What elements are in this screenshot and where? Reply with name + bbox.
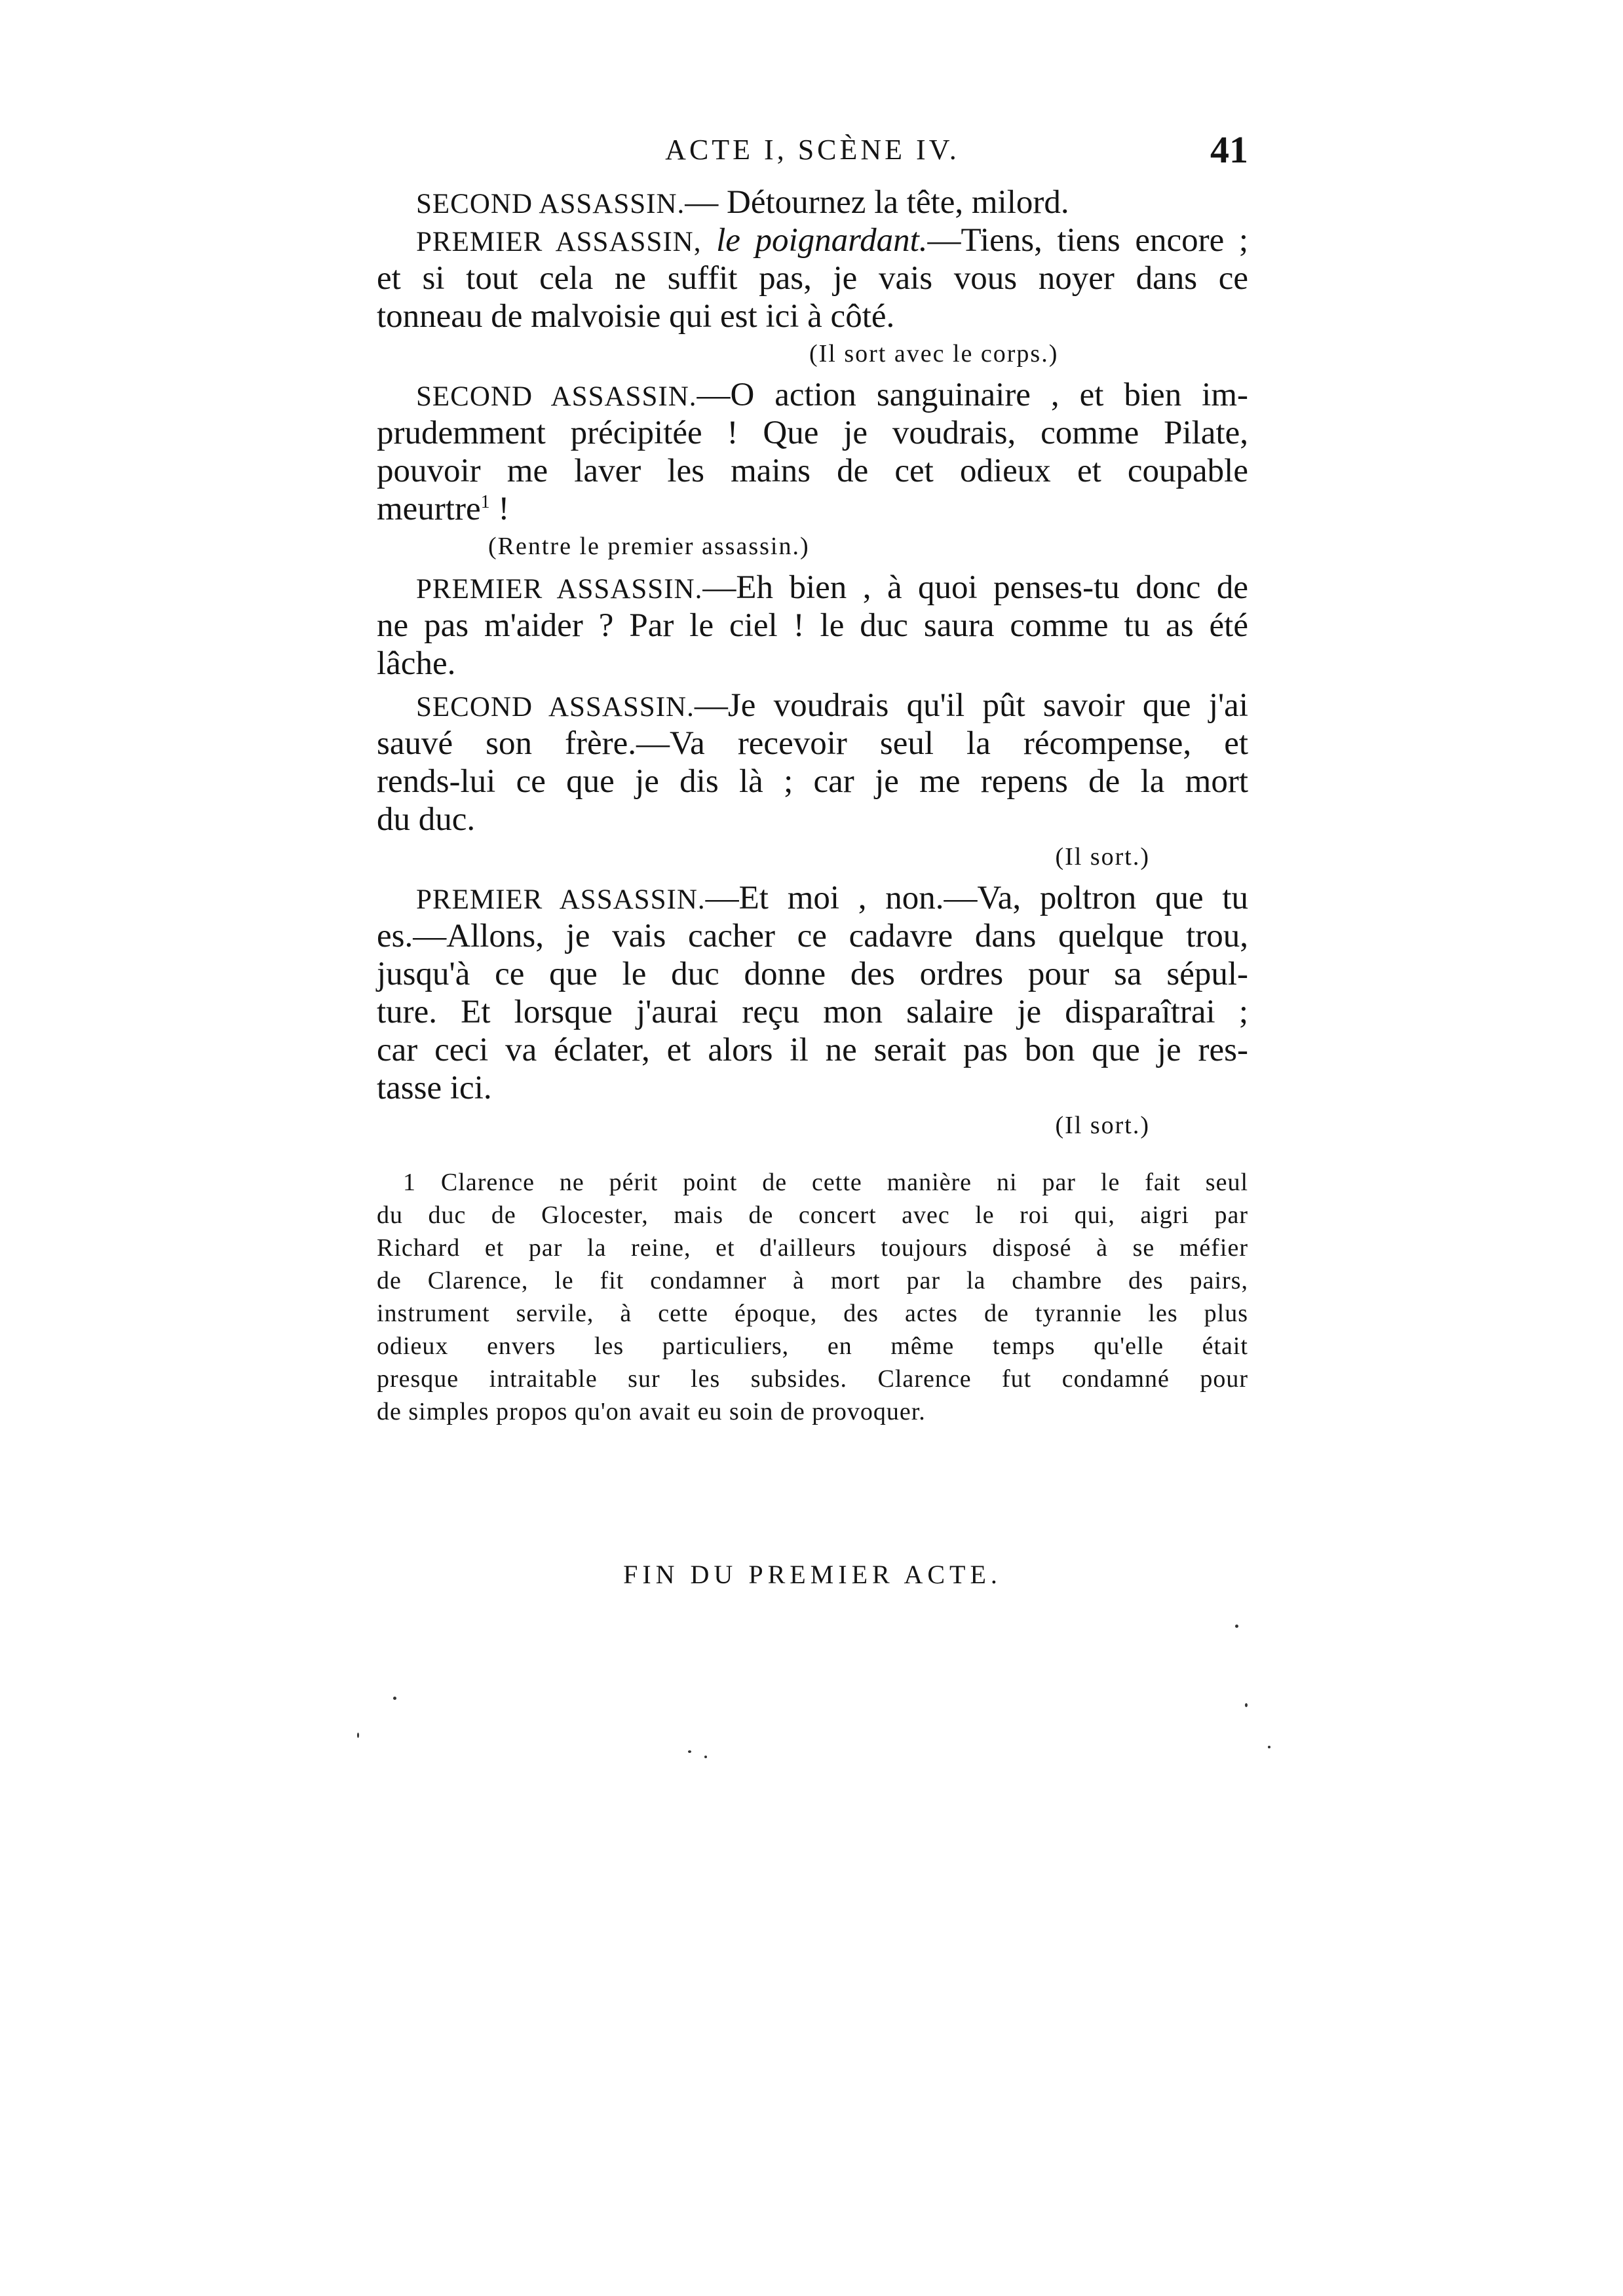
dialogue-text: — Détournez la tête, milord. [685, 184, 1069, 221]
stage-direction: (Il sort.) [1055, 843, 1150, 871]
footnote-line: Richard et par la reine, et d'ailleurs toujours disposé à se méfier [377, 1234, 1248, 1262]
dialogue-line: es.—Allons, je vais cacher ce cadavre dans quelque trou, [377, 918, 1248, 954]
dialogue-line: lâche. [377, 645, 456, 682]
scan-speck [1245, 1703, 1248, 1707]
speaker-name: PREMIER ASSASSIN, [416, 227, 702, 257]
dialogue-text: —Eh bien , à quoi penses-tu donc de [702, 569, 1248, 606]
dialogue-line: sauvé son frère.—Va recevoir seul la récompense, et [377, 725, 1248, 762]
footnote-line: instrument servile, à cette époque, des actes de tyrannie les plus [377, 1300, 1248, 1327]
speaker-name: SECOND ASSASSIN. [416, 381, 697, 412]
page-header [377, 128, 1248, 174]
dialogue-line [377, 569, 1248, 607]
dialogue-text: —Et moi , non.—Va, poltron que tu [705, 880, 1248, 916]
dialogue-line: et si tout cela ne suffit pas, je vais vous noyer dans ce [377, 260, 1248, 297]
dialogue-text: —Je voudrais qu'il pût savoir que j'ai [694, 687, 1248, 724]
dialogue-line: ne pas m'aider ? Par le ciel ! le duc saura comme tu as été [377, 607, 1248, 644]
dialogue-line [377, 376, 1248, 414]
scan-speck [688, 1750, 691, 1753]
dialogue-line: jusqu'à ce que le duc donne des ordres pour sa sépul- [377, 956, 1248, 992]
dialogue-line [377, 183, 1248, 221]
dialogue-text: ! [489, 491, 510, 527]
dialogue-line [377, 879, 1248, 917]
scan-speck [704, 1756, 707, 1758]
stage-direction: (Il sort.) [1055, 1112, 1150, 1139]
dialogue-line [377, 490, 1248, 528]
dialogue-line: tasse ici. [377, 1070, 492, 1106]
footnote-line: de simples propos qu'on avait eu soin de provoquer. [377, 1398, 926, 1425]
footnote-line: de Clarence, le fit condamner à mort par la chambre des pairs, [377, 1267, 1248, 1294]
stage-direction: (Il sort avec le corps.) [809, 340, 1059, 367]
stage-direction: (Rentre le premier assassin.) [488, 533, 810, 560]
speaker-name: SECOND ASSASSIN. [416, 692, 695, 723]
stage-direction-inline: le poignardant. [716, 222, 928, 259]
dialogue-line: du duc. [377, 801, 476, 838]
running-head: ACTE I, SCÈNE IV. [665, 134, 960, 166]
scan-speck [1235, 1625, 1238, 1628]
footnote-line: odieux envers les particuliers, en même temps qu'elle était [377, 1332, 1248, 1360]
act-end-title: FIN DU PREMIER ACTE. [623, 1560, 1002, 1589]
dialogue-line: car ceci va éclater, et alors il ne serait pas bon que je res- [377, 1032, 1248, 1068]
footnote-line: 1 Clarence ne périt point de cette manière ni par le fait seul [403, 1169, 1248, 1196]
footnote-line: du duc de Glocester, mais de concert avec le roi qui, aigri par [377, 1201, 1248, 1229]
footnote-marker: 1 [480, 492, 490, 512]
dialogue-line: ture. Et lorsque j'aurai reçu mon salaire je disparaîtrai ; [377, 994, 1248, 1030]
footnote-line: presque intraitable sur les subsides. Clarence fut condamné pour [377, 1365, 1248, 1393]
dialogue-text: —Tiens, tiens encore ; [927, 222, 1248, 259]
play-text [377, 183, 1248, 1144]
dialogue-text: meurtre [377, 491, 481, 527]
scan-speck [357, 1733, 359, 1738]
page-number: 41 [1210, 128, 1248, 171]
speaker-name: PREMIER ASSASSIN. [416, 884, 706, 915]
dialogue-line [377, 687, 1248, 725]
scan-speck [1268, 1746, 1270, 1748]
dialogue-line: prudemment précipitée ! Que je voudrais, comme Pilate, [377, 415, 1248, 451]
dialogue-line [377, 221, 1248, 259]
scan-speck [393, 1697, 396, 1700]
dialogue-text: —O action sanguinaire , et bien im- [697, 377, 1248, 413]
dialogue-line: rends-lui ce que je dis là ; car je me repens de la mort [377, 763, 1248, 800]
speaker-name: SECOND ASSASSIN. [416, 189, 685, 219]
footnote [377, 1166, 1248, 1428]
dialogue-line: pouvoir me laver les mains de cet odieux et coupable [377, 453, 1248, 489]
dialogue-line: tonneau de malvoisie qui est ici à côté. [377, 298, 895, 335]
speaker-name: PREMIER ASSASSIN. [416, 574, 703, 605]
